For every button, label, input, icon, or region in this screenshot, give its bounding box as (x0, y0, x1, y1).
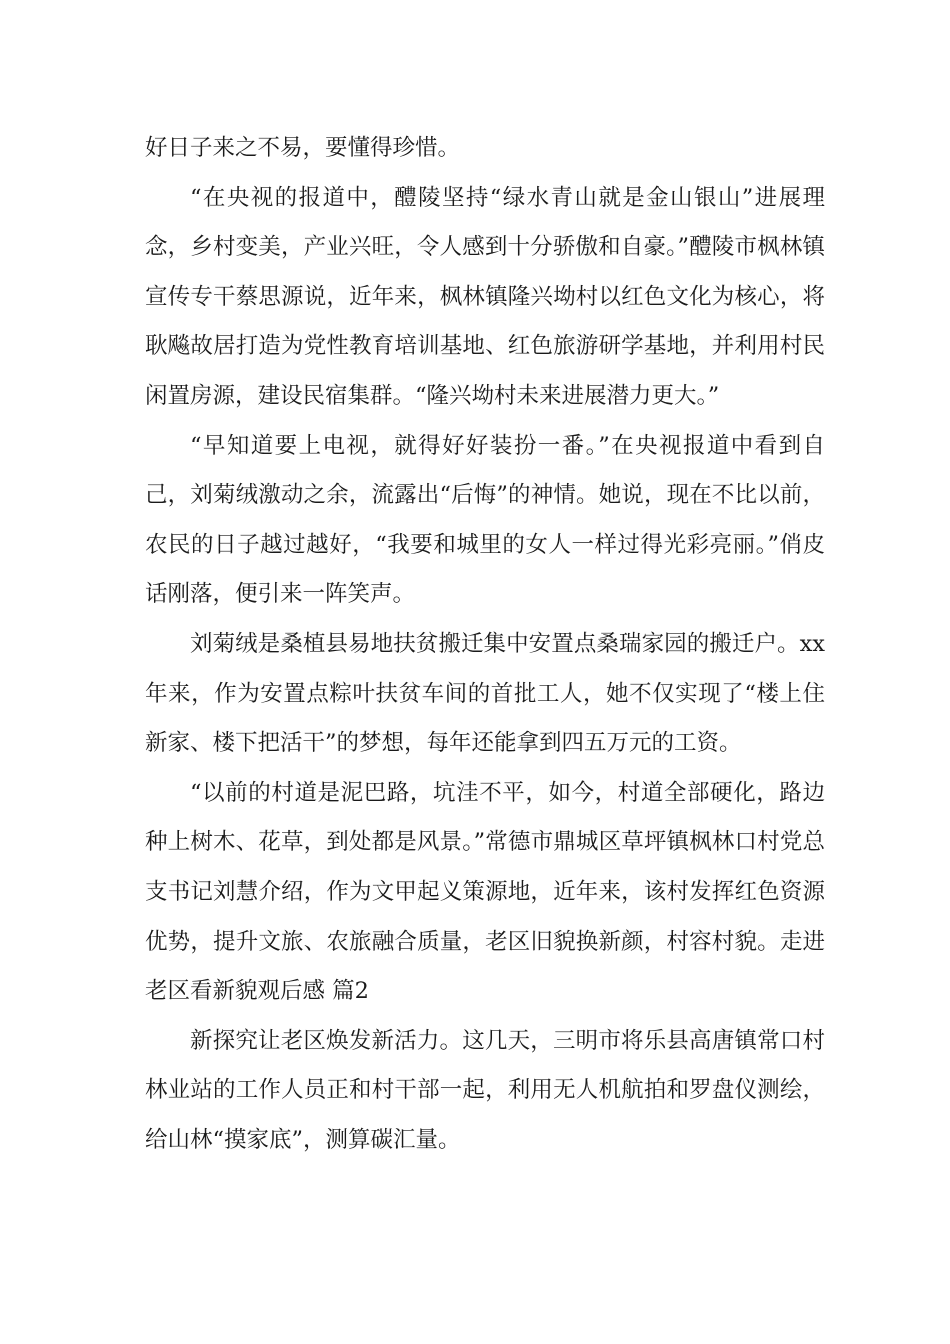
paragraph-2: “在央视的报道中，醴陵坚持“绿水青山就是金山银山”进展理念，乡村变美，产业兴旺，令人感到十分骄傲和自豪。”醴陵市枫林镇宣传专干蔡思源说，近年来，枫林镇隆兴坳村以红色文化为核心，将耿飚故居打造为党性教育培训基地、红色旅游研学基地，并利用村民闲置房源，建设民宿集群。“隆兴坳村未来进展潜力更大。” (145, 184, 825, 409)
document-body (145, 124, 825, 1165)
paragraph-6: 新探究让老区焕发新活力。这几天，三明市将乐县高唐镇常口村林业站的工作人员正和村干部一起，利用无人机航拍和罗盘仪测绘，给山林“摸家底”，测算碳汇量。 (145, 1027, 825, 1153)
paragraph-1: 好日子来之不易，要懂得珍惜。 (145, 135, 461, 161)
paragraph-4: 刘菊绒是桑植县易地扶贫搬迁集中安置点桑瑞家园的搬迁户。xx年来，作为安置点粽叶扶贫车间的首批工人，她不仅实现了“楼上住新家、楼下把活干”的梦想，每年还能拿到四五万元的工资。 (145, 630, 825, 757)
paragraph-3: “早知道要上电视，就得好好装扮一番。”在央视报道中看到自己，刘菊绒激动之余，流露出“后悔”的神情。她说，现在不比以前，农民的日子越过越好，“我要和城里的女人一样过得光彩亮丽。”俏皮话刚落，便引来一阵笑声。 (145, 432, 825, 608)
paragraph-5: “以前的村道是泥巴路，坑洼不平，如今，村道全部硬化，路边种上树木、花草，到处都是风景。”常德市鼎城区草坪镇枫林口村党总支书记刘慧介绍，作为文甲起义策源地，近年来，该村发挥红色资源优势，提升文旅、农旅融合质量，老区旧貌换新颜，村容村貌。走进老区看新貌观后感 篇2 (145, 779, 825, 1005)
